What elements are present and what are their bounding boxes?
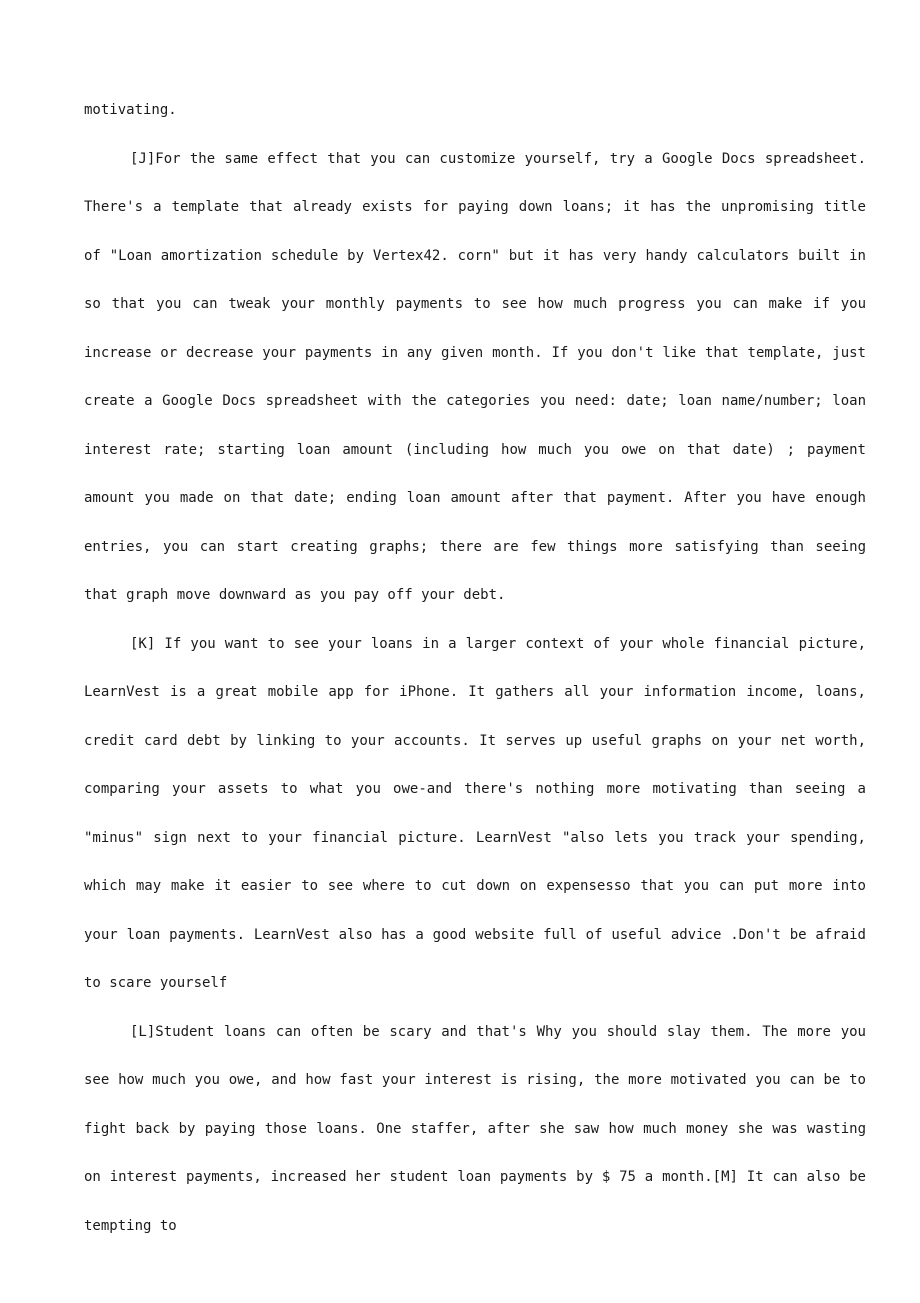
document-body — [84, 86, 866, 1250]
paragraph-l: [L]Student loans can often be scary and that's Why you should slay them. The more you see how much you owe, and how fast your interest is rising, the more motivated you can be to fight back by paying those loans. One staffer, after she saw how much money she was wasting on interest payments, increased her student loan payments by $ 75 a month.[M] It can also be tempting to — [84, 1023, 866, 1234]
paragraph-continuation: motivating. — [84, 102, 177, 118]
paragraph-k: [K] If you want to see your loans in a larger context of your whole financial picture, LearnVest is a great mobile app for iPhone. It gathers all your information income, loans, credit card debt by linking to your accounts. It serves up useful graphs on your net worth, comparing your assets to what you owe-and there's nothing more motivating than seeing a "minus" sign next to your financial picture. LearnVest "also lets you track your spending, which may make it easier to see where to cut down on expensesso that you can put more into your loan payments. LearnVest also has a good website full of useful advice .Don't be afraid to scare yourself — [84, 635, 866, 991]
paragraph-j: [J]For the same effect that you can customize yourself, try a Google Docs spreadsheet. There's a template that already exists for paying down loans; it has the unpromising title of "Loan amortization schedule by Vertex42. corn" but it has very handy calculators built in so that you can tweak your monthly payments to see how much progress you can make if you increase or decrease your payments in any given month. If you don't like that template, just create a Google Docs spreadsheet with the categories you need: date; loan name/number; loan interest rate; starting loan amount (including how much you owe on that date) ; payment amount you made on that date; ending loan amount after that payment. After you have enough entries, you can start creating graphs; there are few things more satisfying than seeing that graph move downward as you pay off your debt. — [84, 150, 866, 603]
